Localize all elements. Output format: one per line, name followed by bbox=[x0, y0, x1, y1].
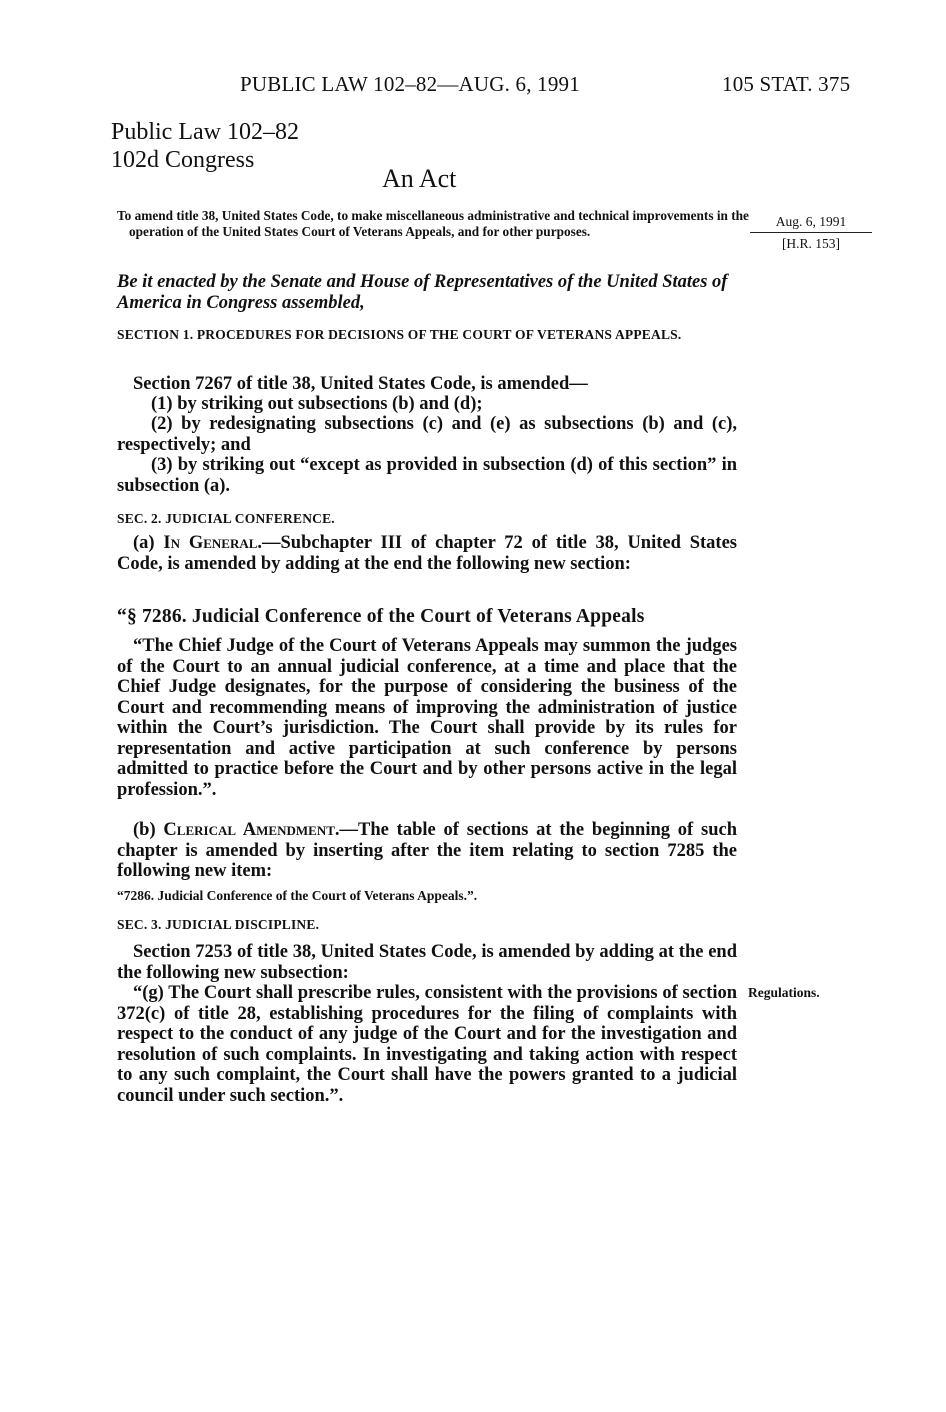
section-2-subsection-b bbox=[117, 820, 737, 882]
enacting-clause: Be it enacted by the Senate and House of Representatives of the United States of America in Congress assembled, bbox=[117, 272, 728, 313]
section-3-intro: Section 7253 of title 38, United States Code, is amended by adding at the end the following new subsection: bbox=[117, 942, 737, 983]
new-section-title: “§ 7286. Judicial Conference of the Court of Veterans Appeals bbox=[117, 606, 645, 627]
subsection-b-caption: Clerical Amendment bbox=[163, 820, 335, 840]
law-identification bbox=[111, 118, 299, 174]
section-2-heading: SEC. 2. JUDICIAL CONFERENCE. bbox=[117, 511, 335, 526]
regulations-margin-note: Regulations. bbox=[748, 985, 820, 1000]
congress-label: 102d Congress bbox=[111, 147, 255, 173]
section-3-subsection-g: “(g) The Court shall prescribe rules, consistent with the provisions of section 372(c) of title 28, establishing procedures for the filing of complaints with respect to the conduct of any judge of the Court and for the investigation and resolution of such complaints. In investigating and taking action with respect to any such complaint, the Court shall have the powers granted to a judicial council under such section.”. bbox=[117, 983, 737, 1106]
public-law-number: Public Law 102–82 bbox=[111, 119, 299, 145]
section-1-heading: SECTION 1. PROCEDURES FOR DECISIONS OF THE COURT OF VETERANS APPEALS. bbox=[117, 327, 682, 342]
subsection-b-label: (b) bbox=[133, 820, 164, 840]
margin-bill-number: [H.R. 153] bbox=[781, 236, 841, 251]
new-section-text: “The Chief Judge of the Court of Veterans Appeals may summon the judges of the Court to an annual judicial conference, at a time and place that the Chief Judge designates, for the purpose of considering the business of the Court and recommending means of improving the administration of justice within the Court’s jurisdiction. The Court shall provide by its rules for representation and active participation at such conference by persons admitted to practice before the Court and by other persons active in the legal profession.”. bbox=[117, 636, 737, 800]
section-2-subsection-a bbox=[117, 533, 737, 574]
subsection-a-text: .—Subchapter III of chapter 72 of title 38, United States Code, is amended by adding at the end the following new section: bbox=[117, 533, 737, 574]
margin-note bbox=[750, 214, 872, 252]
stat-page-number: 105 STAT. 375 bbox=[722, 72, 851, 96]
subsection-a-caption: In General bbox=[163, 533, 258, 553]
margin-date: Aug. 6, 1991 bbox=[750, 214, 872, 233]
subsection-a-label: (a) bbox=[133, 533, 164, 553]
subsection-b-text: .—The table of sections at the beginning of such chapter is amended by inserting after the item relating to section 7285 the following new item: bbox=[117, 820, 738, 881]
section-1-item-3: (3) by striking out “except as provided in subsection (d) of this section” in subsection (a). bbox=[117, 455, 737, 496]
section-1-intro: Section 7267 of title 38, United States Code, is amended— bbox=[133, 374, 588, 394]
section-3-heading: SEC. 3. JUDICIAL DISCIPLINE. bbox=[117, 917, 320, 932]
running-title: PUBLIC LAW 102–82—AUG. 6, 1991 bbox=[240, 72, 580, 96]
act-title: An Act bbox=[382, 164, 457, 193]
section-1-item-1: (1) by striking out subsections (b) and (d); bbox=[151, 394, 483, 414]
section-1-item-2: (2) by redesignating subsections (c) and (e) as subsections (b) and (c), respectively; and bbox=[117, 414, 737, 455]
table-of-sections-item: “7286. Judicial Conference of the Court of Veterans Appeals.”. bbox=[117, 888, 478, 903]
purpose-statement: To amend title 38, United States Code, to make miscellaneous administrative and technical improvements in the operation of the United States Court of Veterans Appeals, and for other purposes. bbox=[117, 208, 749, 239]
